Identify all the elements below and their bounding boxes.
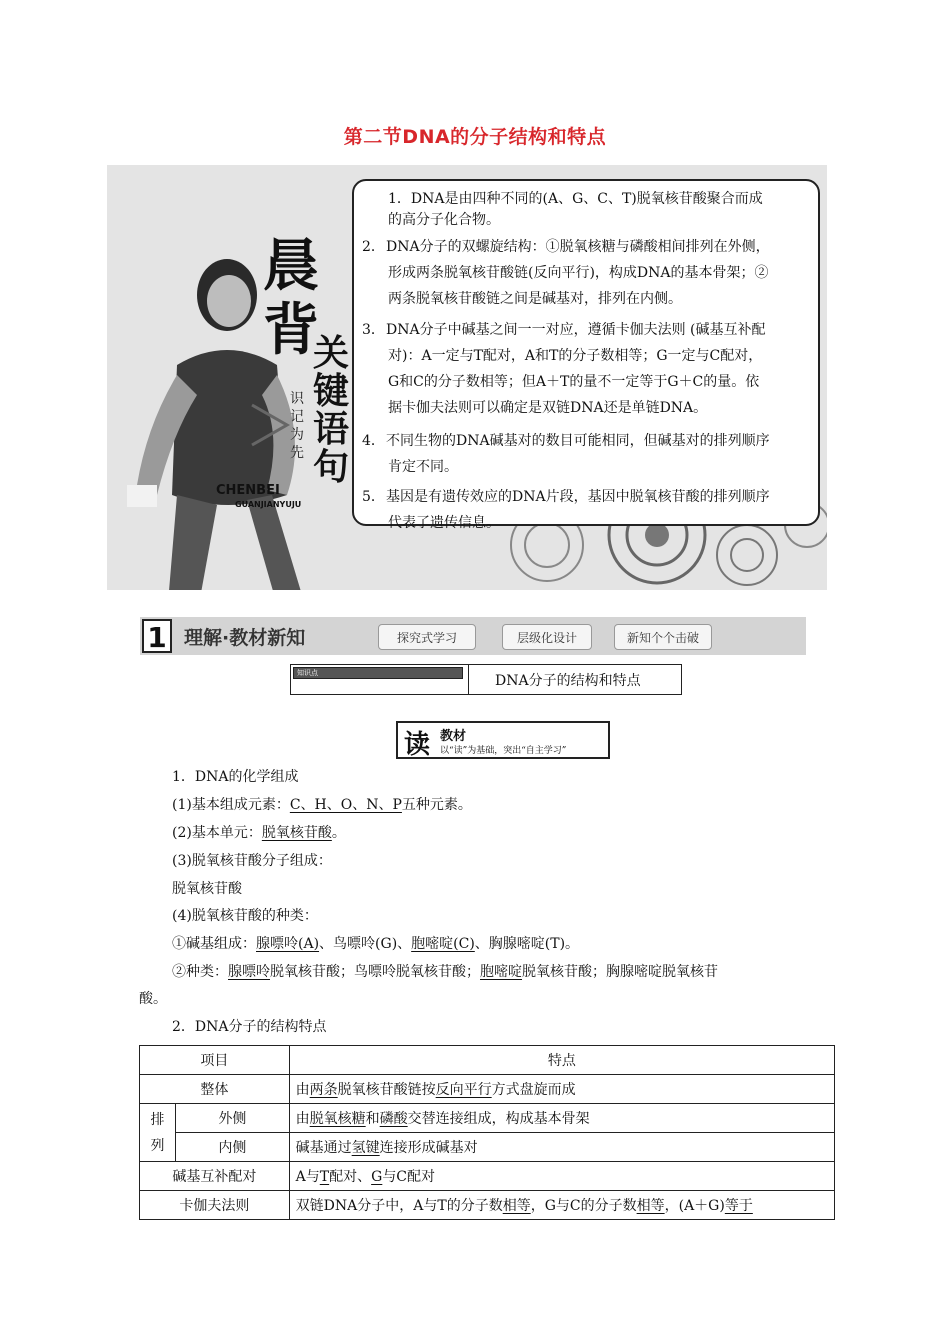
table-row: 碱基互补配对 A与T配对、G与C配对 <box>140 1162 835 1191</box>
section-label: 理解·教材新知 <box>184 627 306 649</box>
knowledge-point-box <box>290 664 682 695</box>
page-title: 第二节DNA的分子结构和特点 <box>343 126 607 148</box>
pailie-cell: 排列 <box>140 1104 176 1162</box>
heading-structure-features: 2．DNA分子的结构特点 <box>172 1019 327 1035</box>
tab-layered-design[interactable]: 层级化设计 <box>502 624 592 650</box>
tab-new-knowledge[interactable]: 新知个个击破 <box>614 624 712 650</box>
key-point-2: 2．DNA分子的双螺旋结构：①脱氧核糖与磷酸相间排列在外侧， 形成两条脱氧核苷酸链(反向平行)，构成DNA的基本骨架；② 两条脱氧核苷酸链之间是碱基对，排列在内侧。 <box>362 239 770 307</box>
banner-english-title: CHENBEI <box>216 483 280 498</box>
table-row: 卡伽夫法则 双链DNA分子中，A与T的分子数相等，G与C的分子数相等，(A＋G)等于 <box>140 1191 835 1220</box>
section-number: 1 <box>142 619 172 653</box>
table-row: 内侧 碱基通过氢键连接形成碱基对 <box>140 1133 835 1162</box>
molecule-composition: (3)脱氧核苷酸分子组成： <box>172 853 332 869</box>
basic-elements: (1)基本组成元素：C、H、O、N、P五种元素。 <box>172 797 472 813</box>
deoxynucleotide-label: 脱氧核苷酸 <box>172 881 242 897</box>
tab-explore-learning[interactable]: 探究式学习 <box>378 624 476 650</box>
nucleotide-kinds-cont: 酸。 <box>139 991 167 1007</box>
knowledge-point-tag: 知识点 <box>293 667 463 679</box>
dna-structure-table <box>139 1045 835 1220</box>
arrow-icon <box>247 400 297 450</box>
heading-chemical-composition: 1．DNA的化学组成 <box>172 769 299 785</box>
nucleotide-types: (4)脱氧核苷酸的种类： <box>172 908 318 924</box>
read-textbook-badge: 读 教材 以“读”为基础，突出“自主学习” <box>396 721 610 759</box>
header-item: 项目 <box>140 1046 290 1075</box>
key-point-3: 3．DNA分子中碱基之间一一对应，遵循卡伽夫法则 (碱基互补配 对)：A一定与T配对，A和T的分子数相等；G一定与C配对， G和C的分子数相等；但A＋T的量不一定等于G＋C的量。依 据卡伽夫法则可以确定是双链DNA还是单链DNA。 <box>362 322 766 416</box>
key-point-1: 1．DNA是由四种不同的(A、G、C、T)脱氧核苷酸聚合而成 的高分子化合物。 <box>388 191 763 228</box>
base-composition: ①碱基组成：腺嘌呤(A)、鸟嘌呤(G)、胞嘧啶(C)、胸腺嘧啶(T)。 <box>172 936 580 952</box>
knowledge-point-title: DNA分子的结构和特点 <box>495 673 641 689</box>
key-point-4: 4．不同生物的DNA碱基对的数目可能相同，但碱基对的排列顺序 肯定不同。 <box>362 433 770 475</box>
chen-character: 晨 背 <box>263 234 319 363</box>
nucleotide-kinds: ②种类：腺嘌呤脱氧核苷酸；鸟嘌呤脱氧核苷酸；胞嘧啶脱氧核苷酸；胸腺嘧啶脱氧核苷 <box>172 964 718 980</box>
shiji-label: 识记为先 <box>290 391 304 461</box>
key-point-5: 5．基因是有遗传效应的DNA片段，基因中脱氧核苷酸的排列顺序 代表了遗传信息。 <box>362 489 770 531</box>
section-header-bar <box>140 617 806 655</box>
table-row: 排列 外侧 由脱氧核糖和磷酸交替连接组成，构成基本骨架 <box>140 1104 835 1133</box>
basic-unit: (2)基本单元：脱氧核苷酸。 <box>172 825 346 841</box>
header-feature: 特点 <box>289 1046 834 1075</box>
guanjian-yuju-label: 关键语句 <box>313 333 350 488</box>
table-row: 整体 由两条脱氧核苷酸链按反向平行方式盘旋而成 <box>140 1075 835 1104</box>
banner-english-subtitle: GUANJIANYUJU <box>235 500 302 509</box>
table-row <box>140 1046 835 1075</box>
